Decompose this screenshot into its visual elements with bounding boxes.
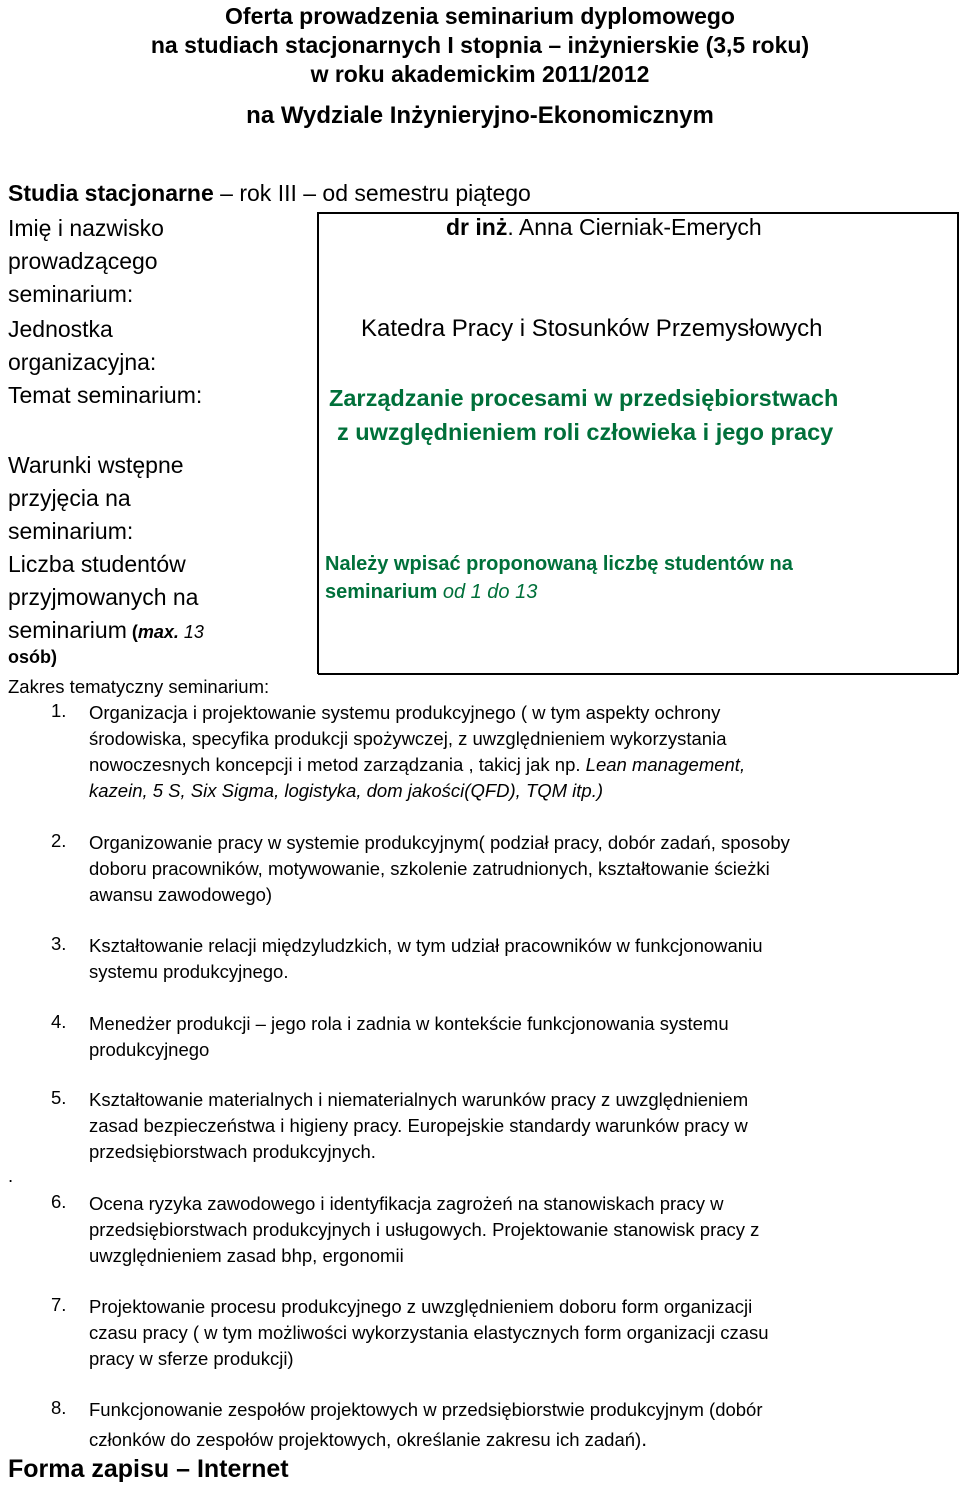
scope-item-5: Kształtowanie materialnych i niematerialnych warunków pracy z uwzględnieniem zasad bezpieczeństwa i higieny pracy. Europejskie standardy warunków pracy w przedsiębiorstwach produkcyjnych. [89,1089,749,1162]
scope-item-2: Organizowanie pracy w systemie produkcyjnym( podział pracy, dobór zadań, sposoby doboru pracowników, motywowanie, szkolenie zatrudnionych, kształtowanie ścieżki awansu zawodowego) [89,832,790,905]
header-line-2: na studiach stacjonarnych I stopnia – inżynierskie (3,5 roku) [150,32,810,58]
topic-value: Zarządzanie procesami w przedsiębiorstwach z uwzględnieniem roli człowieka i jego pracy [329,385,839,445]
scope-item-6-number: 6. [51,1191,67,1212]
lecturer-label: Imię i nazwisko prowadzącego seminarium: [8,215,164,307]
scope-item-1: Organizacja i projektowanie systemu produkcyjnego ( w tym aspekty ochrony środowiska, specyfika produkcji spożywczej, z uwzględnieniem wykorzystania nowoczesnych koncepcji i metod zarządzania , takicj jak np. Lean management, kazein, 5 S, Six Sigma, logistyka, dom jakości(QFD), TQM itp.) [89,702,746,801]
studies-line [8,180,531,207]
scope-item-4-number: 4. [51,1011,67,1032]
studies-suffix: – rok III – od semestru piątego [213,180,531,206]
scope-item-7-number: 7. [51,1294,67,1315]
table-border-left [317,212,319,674]
header-line-4: na Wydziale Inżynieryjno-Ekonomicznym [246,102,714,129]
unit-label: Jednostka organizacyjna: [8,316,157,375]
students-label-tail: osób) [8,647,57,667]
scope-item-7: Projektowanie procesu produkcyjnego z uwzględnieniem doboru form organizacji czasu pracy ( w tym możliwości wykorzystania elastycznych form organizacji czasu pracy w sferze produkcji) [89,1296,769,1369]
scope-item-1-number: 1. [51,700,67,721]
enrollment-form-label: Forma zapisu – Internet [8,1455,289,1483]
scope-item-3-number: 3. [51,933,67,954]
unit-value: Katedra Pracy i Stosunków Przemysłowych [361,315,823,342]
header-line-1: Oferta prowadzenia seminarium dyplomowego [225,3,735,29]
header-line-3: w roku akademickim 2011/2012 [310,61,650,87]
topic-label: Temat seminarium: [8,382,203,408]
scope-item-2-number: 2. [51,830,67,851]
scope-item-4: Menedżer produkcji – jego rola i zadnia w kontekście funkcjonowania systemu produkcyjnego [89,1013,729,1060]
students-value: Należy wpisać proponowaną liczbę studentów na seminarium od 1 do 13 [325,553,793,603]
studies-prefix: Studia stacjonarne [8,180,214,206]
scope-item-3: Kształtowanie relacji międzyludzkich, w tym udział pracowników w funkcjonowaniu systemu produkcyjnego. [89,935,763,982]
scope-item-5-number: 5. [51,1087,67,1108]
scope-item-8-number: 8. [51,1397,67,1418]
table-border-bottom [318,673,958,675]
scope-item-8: Funkcjonowanie zespołów projektowych w przedsiębiorstwie produkcyjnym (dobór członków do zespołów projektowych, określanie zakresu ich zadań). [89,1399,763,1451]
lecturer-value: dr inż. Anna Cierniak-Emerych [446,214,762,240]
scope-title: Zakres tematyczny seminarium: [8,676,270,697]
stray-dot: . [8,1165,14,1186]
table-border-right [957,212,959,674]
conditions-label: Warunki wstępne przyjęcia na seminarium: [8,452,184,544]
scope-item-6: Ocena ryzyka zawodowego i identyfikacja zagrożeń na stanowiskach pracy w przedsiębiorstwach produkcyjnych i usługowych. Projektowanie stanowisk pracy z uwzględnieniem zasad bhp, ergonomii [89,1193,760,1266]
students-label: Liczba studentów przyjmowanych na seminarium (max. 13 [8,551,204,643]
